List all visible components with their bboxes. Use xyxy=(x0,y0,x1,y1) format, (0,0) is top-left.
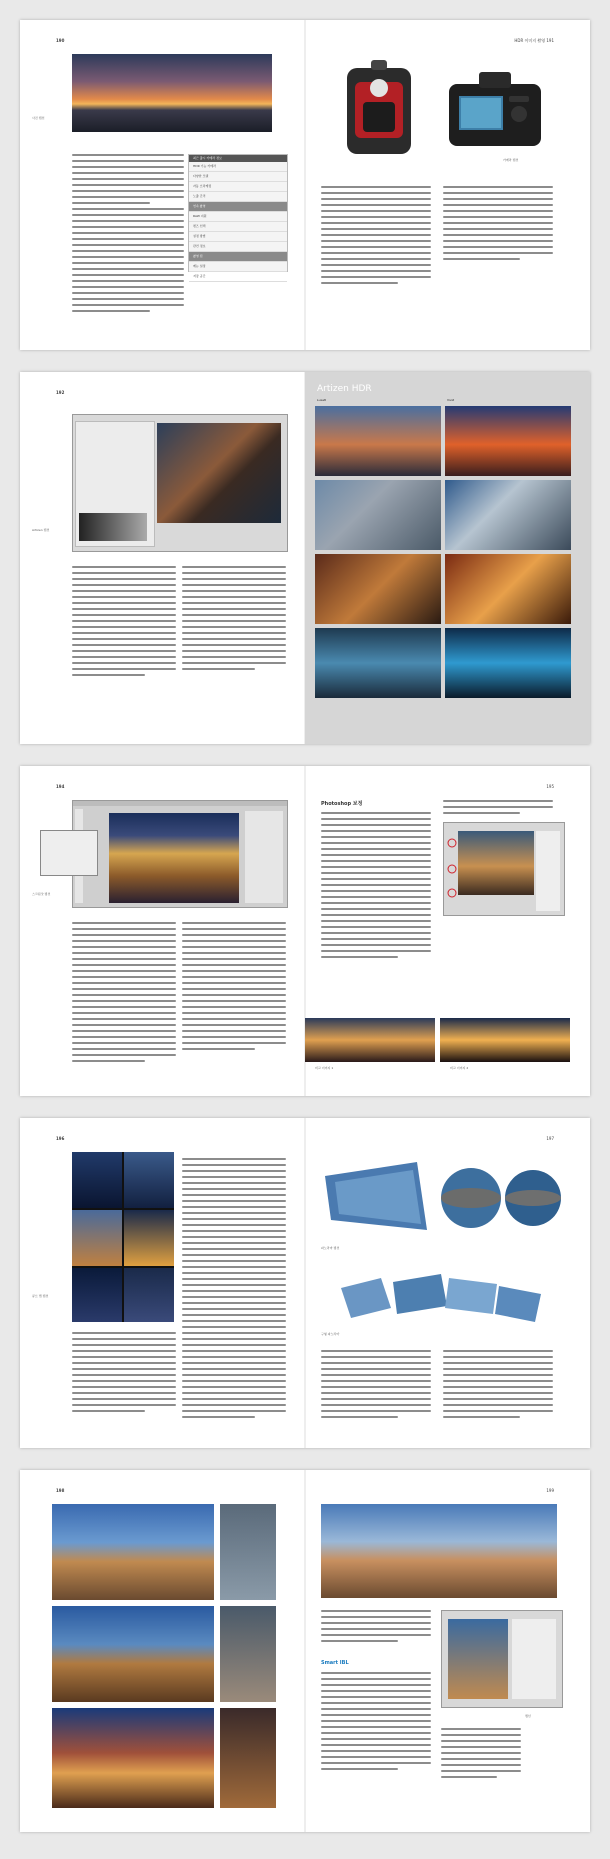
statue-photo-3 xyxy=(52,1708,214,1808)
hdr-grid-4a xyxy=(315,628,441,698)
box-item: 촬영 팁 xyxy=(189,252,287,262)
body-text-192a xyxy=(72,566,176,680)
spread-3 xyxy=(20,766,590,1096)
sphere-panorama xyxy=(439,1162,563,1234)
artizen-caption: Artizen 캡션 xyxy=(32,528,50,532)
cube-face xyxy=(124,1210,174,1266)
hdr-grid-1a xyxy=(315,406,441,476)
page-number: HDR 이미지 촬영 191 xyxy=(514,38,554,43)
box-item: 다양한 모델 xyxy=(189,172,287,182)
page-header xyxy=(56,784,64,789)
box-item: 저장 공간 xyxy=(189,272,287,282)
hdr-grid-1b xyxy=(445,406,571,476)
photoshop-screenshot xyxy=(72,800,288,908)
box-title: 최근 출시 카메라 정보 xyxy=(189,155,287,162)
compare-strip-right xyxy=(440,1018,570,1062)
body-text-197a xyxy=(321,1350,431,1422)
hdr-grid-4b xyxy=(445,628,571,698)
body-text-right-1 xyxy=(321,186,431,288)
histogram xyxy=(79,513,147,541)
red-circle-annotations xyxy=(444,823,464,913)
ship-photo xyxy=(458,831,534,895)
page-number: 194 xyxy=(56,784,65,789)
cube-map-diagram xyxy=(72,1152,174,1322)
page-header xyxy=(56,38,64,43)
warped-panorama-icon xyxy=(321,1158,431,1238)
cube-face xyxy=(72,1268,122,1322)
thumb-1 xyxy=(220,1504,276,1600)
compare-strip-left xyxy=(305,1018,435,1062)
cube-face xyxy=(72,1152,122,1208)
thumb-2 xyxy=(220,1606,276,1702)
body-text-197b xyxy=(443,1350,553,1422)
box-item: 자동 브라케팅 xyxy=(189,182,287,192)
cube-unfold xyxy=(331,1268,551,1328)
body-text-right-2 xyxy=(443,186,553,264)
box-item: 렌즈 선택 xyxy=(189,222,287,232)
dialog-options xyxy=(512,1619,556,1699)
cube-unfold-icon xyxy=(331,1268,551,1328)
panel-title: Artizen HDR xyxy=(317,384,372,394)
spread-1 xyxy=(20,20,590,350)
page-header xyxy=(546,784,554,789)
page-192 xyxy=(20,372,305,744)
page-header xyxy=(514,38,554,44)
page-194 xyxy=(20,766,305,1096)
cube-face xyxy=(124,1152,174,1208)
body-text-left xyxy=(72,154,184,316)
tag-right: Vivid xyxy=(447,398,455,402)
page-number: 199 xyxy=(546,1488,554,1493)
page-header xyxy=(546,1136,554,1141)
sphere-icon xyxy=(439,1162,563,1234)
camera-back-photo xyxy=(445,68,545,150)
tag-left: Luxe8 xyxy=(317,398,326,402)
spread-4 xyxy=(20,1118,590,1448)
page-191 xyxy=(305,20,590,350)
page-196 xyxy=(20,1118,305,1448)
box-item: 관련 정보 xyxy=(189,242,287,252)
body-text-192b xyxy=(182,566,286,674)
page-header xyxy=(56,1488,64,1493)
body-text-196a xyxy=(72,1332,176,1416)
page-number: 195 xyxy=(546,784,554,789)
page-number: 196 xyxy=(56,1136,65,1141)
dialog-overlay xyxy=(40,830,98,876)
statue-photo-1 xyxy=(52,1504,214,1600)
page-number: 197 xyxy=(546,1136,554,1141)
box-item: 연속 촬영 xyxy=(189,202,287,212)
sunset-photo xyxy=(72,54,272,132)
body-text-195 xyxy=(321,812,431,962)
cube-face xyxy=(124,1268,174,1322)
dialog-preview xyxy=(448,1619,508,1699)
compare-caption-1: 비교 이미지 1 xyxy=(315,1066,334,1070)
page-header xyxy=(56,1136,64,1141)
statue-photo-2 xyxy=(52,1606,214,1702)
page-number: 190 xyxy=(56,38,65,43)
thumb-3 xyxy=(220,1708,276,1808)
hdr-grid-3b xyxy=(445,554,571,624)
box-item: HDR 기능 카메라 xyxy=(189,162,287,172)
hdr-grid-2b xyxy=(445,480,571,550)
camera-bag-photo xyxy=(333,58,425,158)
layers-panel xyxy=(536,831,560,911)
layers-panel xyxy=(245,811,283,903)
sunset-caption: 사진 캡션 xyxy=(32,116,45,120)
ship-screenshot xyxy=(443,822,565,916)
sphere-caption: 구형 파노라마 xyxy=(321,1332,340,1336)
smart-ibl-heading: Smart IBL xyxy=(321,1660,349,1666)
compare-caption-2: 비교 이미지 2 xyxy=(450,1066,469,1070)
artizen-screenshot xyxy=(72,414,288,552)
statue-hero-photo xyxy=(321,1504,557,1598)
camera-back-icon xyxy=(445,68,545,150)
cube-face xyxy=(72,1210,122,1266)
page-198 xyxy=(20,1470,305,1832)
section-title: Photoshop 보정 xyxy=(321,801,363,807)
smart-ibl-caption: 캡션 xyxy=(525,1714,531,1718)
camera-caption: 카메라 캡션 xyxy=(503,158,519,162)
page-header xyxy=(546,1488,554,1493)
box-item: 설정 방법 xyxy=(189,232,287,242)
body-text-199c xyxy=(441,1728,521,1782)
cube-caption: 큐브 맵 캡션 xyxy=(32,1294,49,1298)
body-text-195b xyxy=(443,800,553,818)
page-190 xyxy=(20,20,305,350)
camera-bag-icon xyxy=(333,58,425,158)
hdr-grid-2a xyxy=(315,480,441,550)
hdr-grid-3a xyxy=(315,554,441,624)
body-text-199a xyxy=(321,1610,431,1646)
spread-2 xyxy=(20,372,590,744)
page-header xyxy=(56,390,64,395)
menubar xyxy=(73,801,287,806)
page-197 xyxy=(305,1118,590,1448)
body-text-194a xyxy=(72,922,176,1066)
body-text-199b xyxy=(321,1672,431,1774)
body-text-194b xyxy=(182,922,286,1054)
box-item: 메뉴 설정 xyxy=(189,262,287,272)
preview-image xyxy=(157,423,281,523)
screenshot-caption: 스크린샷 캡션 xyxy=(32,892,51,896)
camera-info-box xyxy=(188,154,288,278)
page-number: 192 xyxy=(56,390,65,395)
box-item: 노출 간격 xyxy=(189,192,287,202)
panorama-warp xyxy=(321,1158,431,1238)
page-199 xyxy=(305,1470,590,1832)
panorama-caption: 파노라마 캡션 xyxy=(321,1246,340,1250)
box-item: RAW 지원 xyxy=(189,212,287,222)
page-number: 198 xyxy=(56,1488,65,1493)
smart-ibl-screenshot xyxy=(441,1610,563,1708)
spread-5 xyxy=(20,1470,590,1832)
page-193 xyxy=(305,372,590,744)
body-text-196b xyxy=(182,1158,286,1422)
building-photo xyxy=(109,813,239,903)
